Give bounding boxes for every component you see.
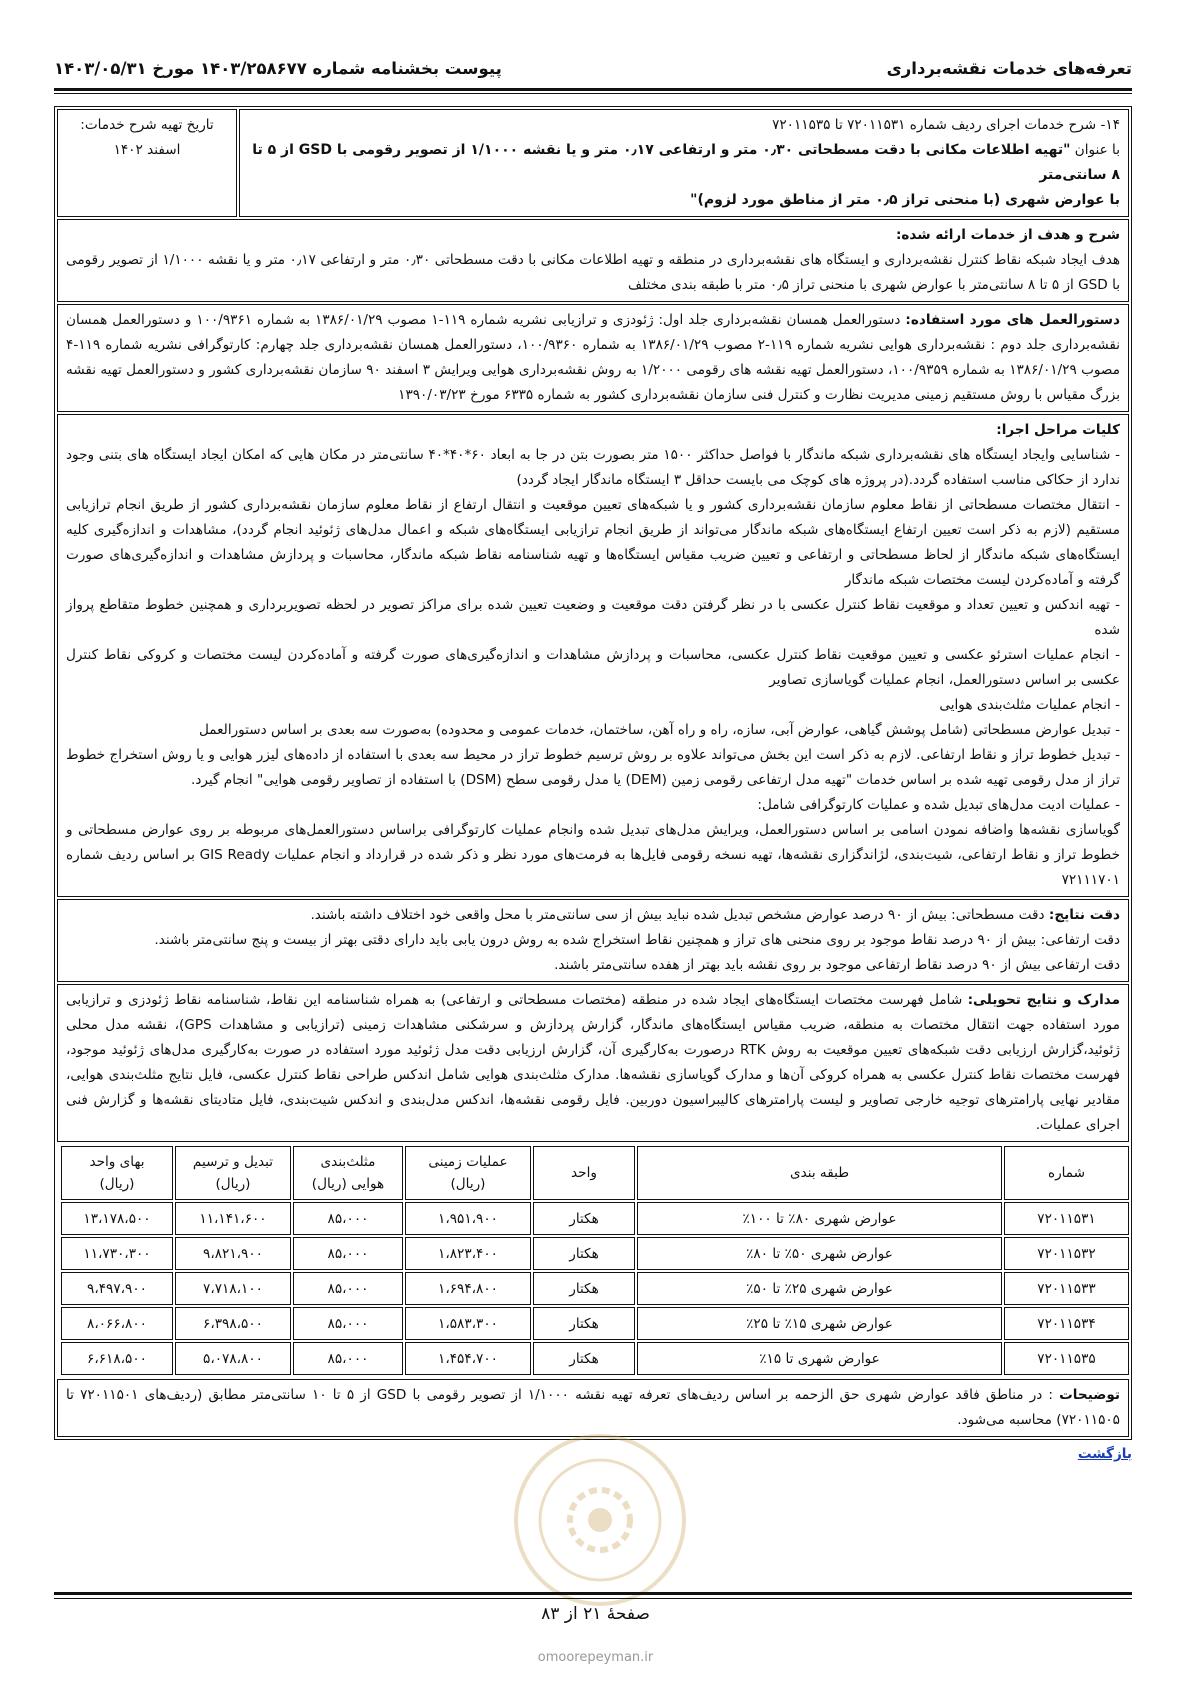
cell-number: ۷۲۰۱۱۵۳۱ xyxy=(1004,1202,1129,1235)
step-item: - انجام عملیات استرئو عکسی و تعیین موقعیت نقاط کنترل عکسی، محاسبات و پردازش مشاهدات و اندازه‌گیری‌های صورت گرفته و آماده‌کردن لیست مختصات و کروکی نقاط کنترل عکسی بر اساس دستورالعمل، انجام عملیات گویاسازی تصاویر xyxy=(66,647,1120,688)
cell-ground: ۱،۸۲۳،۴۰۰ xyxy=(405,1237,531,1270)
back-link[interactable]: بازگشت xyxy=(1077,1446,1132,1462)
header-circular-ref: پیوست بخشنامه شماره ۱۴۰۳/۲۵۸۶۷۷ مورخ ۱۴۰۳/۰۵/۳۱ xyxy=(54,58,502,78)
cell-triang: ۸۵،۰۰۰ xyxy=(293,1237,403,1270)
standards-heading: دستورالعمل های مورد استفاده: xyxy=(905,312,1120,328)
col-convert xyxy=(175,1146,291,1200)
col-convert-l1: تبدیل و ترسیم xyxy=(192,1154,274,1170)
footer-rule-thin xyxy=(54,1598,1132,1599)
step-item: - تهیه اندکس و تعیین تعداد و موقعیت نقاط کنترل عکسی با در نظر گرفتن دقت موقعیت و وضعیت تعیین شده برای مراکز تصویر در لحظه تصویربرداری و همچنین خطوط متقاطع پرواز شده xyxy=(66,597,1120,638)
cell-class: عوارض شهری ۱۵٪ تا ۲۵٪ xyxy=(637,1307,1002,1340)
cell-convert: ۵،۰۷۸،۸۰۰ xyxy=(175,1342,291,1375)
deliverables-section xyxy=(57,984,1129,1142)
col-price xyxy=(61,1146,173,1200)
cell-triang: ۸۵،۰۰۰ xyxy=(293,1307,403,1340)
deliverables-heading: مدارک و نتایج تحویلی: xyxy=(967,992,1121,1008)
cell-class: عوارض شهری ۲۵٪ تا ۵۰٪ xyxy=(637,1272,1002,1305)
cell-price: ۱۱،۷۳۰،۳۰۰ xyxy=(61,1237,173,1270)
step-item: - تبدیل عوارض مسطحاتی (شامل پوشش گیاهی، عوارض آبی، سازه، راه و راه آهن، ساختمان، خدمات عمومی و محدوده) به‌صورت سه بعدی بر اساس دستورالعمل xyxy=(198,722,1120,738)
site-watermark[interactable]: omoorepeyman.ir xyxy=(537,1650,654,1665)
cell-unit: هکتار xyxy=(533,1272,635,1305)
col-price-l2: (ریال) xyxy=(99,1176,135,1192)
cell-class: عوارض شهری ۸۰٪ تا ۱۰۰٪ xyxy=(637,1202,1002,1235)
cell-unit: هکتار xyxy=(533,1202,635,1235)
service-row-range: ۱۴- شرح خدمات اجرای ردیف شماره ۷۲۰۱۱۵۳۱ تا ۷۲۰۱۱۵۳۵ xyxy=(772,117,1120,133)
cell-convert: ۹،۸۲۱،۹۰۰ xyxy=(175,1237,291,1270)
table-header-row xyxy=(61,1146,1129,1200)
cell-class: عوارض شهری تا ۱۵٪ xyxy=(637,1342,1002,1375)
cell-price: ۹،۴۹۷،۹۰۰ xyxy=(61,1272,173,1305)
service-title-row xyxy=(57,109,1129,217)
cell-price: ۶،۶۱۸،۵۰۰ xyxy=(61,1342,173,1375)
service-title-box xyxy=(239,109,1129,217)
cell-ground: ۱،۹۵۱،۹۰۰ xyxy=(405,1202,531,1235)
service-date-value: اسفند ۱۴۰۲ xyxy=(113,142,181,158)
cell-class: عوارض شهری ۵۰٪ تا ۸۰٪ xyxy=(637,1237,1002,1270)
notes-text: : در مناطق فاقد عوارض شهری حق الزحمه بر اساس ردیف‌های تعرفه تهیه نقشه ۱/۱۰۰۰ از تصویر رقومی با GSD از ۵ تا ۱۰ سانتی‌متر مطابق (ردیف‌های ۷۲۰۱۱۵۰۱ تا ۷۲۰۱۱۵۰۵) محاسبه می‌شود. xyxy=(66,1387,1120,1428)
table-row xyxy=(61,1202,1129,1235)
cell-convert: ۶،۳۹۸،۵۰۰ xyxy=(175,1307,291,1340)
cell-price: ۱۳،۱۷۸،۵۰۰ xyxy=(61,1202,173,1235)
cell-price: ۸،۰۶۶،۸۰۰ xyxy=(61,1307,173,1340)
cell-number: ۷۲۰۱۱۵۳۲ xyxy=(1004,1237,1129,1270)
footer-rule xyxy=(54,1592,1132,1595)
col-price-l1: بهای واحد xyxy=(89,1154,145,1170)
standards-text: دستورالعمل همسان نقشه‌برداری جلد اول: ژئودزی و ترازیابی نشریه شماره ۱۱۹-۱ مصوب ۱۳۸۶/۰۱/۲۹ به شماره ۱۰۰/۹۳۶۱ و دستورالعمل همسان نقشه‌برداری جلد دوم : نقشه‌برداری هوایی نشریه شماره ۱۱۹-۲ مصوب ۱۳۸۶/۰۱/۲۹ به شماره ۱۰۰/۹۳۶۰، دستورالعمل همسان نقشه‌برداری جلد چهارم: کارتوگرافی نشریه شماره ۱۱۹-۴ مصوب ۱۳۸۶/۰۱/۲۹ به شماره ۱۰۰/۹۳۵۹، دستورالعمل تهیه نقشه های رقومی ۱/۲۰۰۰ به روش نقشه‌برداری هوایی ویرایش ۳ اسفند ۹۰ سازمان نقشه‌برداری کشور و دستورالعمل تهیه نقشه بزرگ مقیاس با روش مستقیم زمینی مدیریت نظارت و کنترل فنی سازمان نقشه‌برداری کشور به شماره ۶۳۳۵ مورخ ۱۳۹۰/۰۳/۲۳ xyxy=(66,312,1120,403)
table-row xyxy=(61,1307,1129,1340)
step-item: - انجام عملیات مثلث‌بندی هوایی xyxy=(939,697,1120,713)
col-ground-l2: (ریال) xyxy=(450,1176,486,1192)
service-title xyxy=(248,138,1120,188)
step-item: - انتقال مختصات مسطحاتی از نقاط معلوم سازمان نقشه‌برداری کشور و یا شبکه‌های تعیین موقعیت و انتقال ارتفاع از نقاط معلوم سازمان نقشه‌برداری کشور از طریق انجام ترازیابی مستقیم (لازم به ذکر است تعیین ارتفاع ایستگاه‌های شبکه ماندگار می‌تواند از طریق انجام ترازیابی ایستگاه‌های شبکه و اعمال مدل‌های ژئوئید انجام گردد)، مشاهدات و اندازه‌گیری کلیه ایستگاه‌های شبکه ماندگار از لحاظ مسطحاتی و ارتفاعی و تعیین ضریب مقیاس ایستگاه‌ها و تهیه شناسنامه نقاط شبکه ماندگار، محاسبات و پردازش مشاهدات و اندازه‌گیری‌های صورت گرفته و آماده‌کردن لیست مختصات شبکه ماندگار xyxy=(66,497,1120,588)
header-rule-thin xyxy=(54,93,1132,94)
step-item: گویاسازی نقشه‌ها واضافه نمودن اسامی بر اساس دستورالعمل، ویرایش مدل‌های تبدیل شده وانجام عملیات کارتوگرافی براساس دستورالعمل‌های مربوطه بر روی عوارض مسطحاتی و خطوط تراز و نقاط ارتفاعی، شیت‌بندی، لژاندگزاری نقشه‌ها، تهیه نسخه رقومی فایل‌ها به فرمت‌های مورد نظر و ذکر شده در قرارداد و انجام عملیات GIS Ready بر اساس ردیف شماره ۷۲۱۱۱۷۰۱ xyxy=(66,822,1120,888)
header-rule xyxy=(54,88,1132,91)
cell-number: ۷۲۰۱۱۵۳۳ xyxy=(1004,1272,1129,1305)
cell-ground: ۱،۶۹۴،۸۰۰ xyxy=(405,1272,531,1305)
goal-text: هدف ایجاد شبکه نقاط کنترل نقشه‌برداری و ایستگاه های نقشه‌برداری در منطقه و تهیه اطلاعات مکانی با دقت مسطحاتی ۰٫۳۰ متر و ارتفاعی ۰٫۱۷ متر و یا نقشه ۱/۱۰۰۰ از تصویر رقومی با GSD از ۵ تا ۸ سانتی‌متر با عوارض شهری با منحنی تراز ۰٫۵ متر با طبقه بندی مختلف xyxy=(66,252,1120,293)
cell-unit: هکتار xyxy=(533,1307,635,1340)
steps-section xyxy=(57,414,1129,897)
page-header xyxy=(54,50,1132,86)
col-convert-l2: (ریال) xyxy=(215,1176,251,1192)
step-item: - شناسایی وایجاد ایستگاه های نقشه‌برداری شبکه ماندگار با فواصل حداکثر ۱۵۰۰ متر بصورت بتن در جا به ابعاد ۶۰*۴۰*۴۰ سانتی‌متر در مکان هایی که امکان ایجاد ایستگاه های بتنی وجود ندارد از حکاکی مناسب استفاده گردد.(در پروژه های کوچک می بایست حداقل ۳ ایستگاه ماندگار ایجاد گردد) xyxy=(66,447,1120,488)
goal-section xyxy=(57,219,1129,302)
notes-section xyxy=(57,1379,1129,1437)
accuracy-heading: دقت نتایج: xyxy=(1048,907,1120,923)
accuracy-spot-height: دقت ارتفاعی بیش از ۹۰ درصد نقاط ارتفاعی موجود بر روی نقشه باید بهتر از هفده سانتی‌متر باشند. xyxy=(554,957,1120,973)
col-ground-l1: عملیات زمینی xyxy=(428,1154,508,1170)
accuracy-section xyxy=(57,899,1129,982)
cell-number: ۷۲۰۱۱۵۳۵ xyxy=(1004,1342,1129,1375)
page xyxy=(54,50,1132,1462)
accuracy-height: دقت ارتفاعی: بیش از ۹۰ درصد نقاط موجود بر روی منحنی های تراز و همچنین نقاط استخراج شده به روش درون یابی باید دارای دقتی بهتر از بیست و پنج سانتی‌متر باشند. xyxy=(154,932,1120,948)
cell-triang: ۸۵،۰۰۰ xyxy=(293,1202,403,1235)
accuracy-planimetric: دقت مسطحاتی: بیش از ۹۰ درصد عوارض مشخص تبدیل شده نباید بیش از سی سانتی‌متر با محل واقعی خود اختلاف داشته باشند. xyxy=(310,907,1049,923)
seal-watermark-icon xyxy=(510,1430,690,1610)
cell-unit: هکتار xyxy=(533,1342,635,1375)
table-row xyxy=(61,1237,1129,1270)
deliverables-text: شامل فهرست مختصات ایستگاه‌های ایجاد شده در منطقه (مختصات مسطحاتی و ارتفاعی) به همراه شناسنامه این نقاط، شناسنامه نقاط ژئودزی و ترازیابی مورد استفاده جهت انتقال مختصات به منطقه، ضریب مقیاس ایستگاه‌های ماندگار، گزارش پردازش و سرشکنی مشاهدات زمینی (ترازیابی و مشاهدات GPS)، نقشه مدل محلی ژئوئید،گزارش ارزیابی دقت شبکه‌های تعیین موقعیت به روش RTK درصورت به‌کارگیری آن، گزارش ارزیابی دقت مدل ژئوئید مورد استفاده در صورت به‌کارگیری مدل‌های ژئوئید موجود، فهرست مختصات نقاط کنترل عکسی به همراه کروکی آن‌ها و مدارک گویاسازی نقشه‌ها. مدارک مثلث‌بندی هوایی شامل اندکس طراحی نقاط کنترل عکسی، فایل نتایج مثلث‌بندی هوایی، مقادیر نهایی پارامترهای توجیه خارجی تصاویر و لیست پارامترهای کالیبراسیون دوربین. فایل رقومی نقشه‌ها، اندکس مدل‌بندی و اندکس شیت‌بندی، فایل متادیتای نقشه‌ها و گزارش فنی اجرای عملیات. xyxy=(66,992,1120,1133)
cell-triang: ۸۵،۰۰۰ xyxy=(293,1272,403,1305)
col-unit: واحد xyxy=(533,1146,635,1200)
table-row xyxy=(61,1272,1129,1305)
page-number: صفحهٔ ۲۱ از ۸۳ xyxy=(541,1604,650,1624)
col-number: شماره xyxy=(1004,1146,1129,1200)
service-title-cont: با عوارض شهری (با منحنی تراز ۰٫۵ متر از مناطق مورد لزوم)" xyxy=(690,192,1120,208)
col-triang xyxy=(293,1146,403,1200)
col-triang-l1: مثلث‌بندی xyxy=(320,1154,376,1170)
content-frame xyxy=(54,106,1132,1440)
step-item: - تبدیل خطوط تراز و نقاط ارتفاعی. لازم به ذکر است این بخش می‌تواند علاوه بر روش ترسیم خطوط تراز در محیط سه بعدی با استفاده از داده‌های لیزر هوایی و یا روش استخراج خطوط تراز از مدل رقومی تهیه شده بر اساس خدمات "تهیه مدل ارتفاعی رقومی زمین (DEM) یا مدل رقومی سطح (DSM) با استفاده از تصاویر رقومی هوایی" انجام گیرد. xyxy=(66,747,1120,788)
col-class: طبقه بندی xyxy=(637,1146,1002,1200)
cell-triang: ۸۵،۰۰۰ xyxy=(293,1342,403,1375)
col-triang-l2: هوایی (ریال) xyxy=(311,1176,385,1192)
cell-unit: هکتار xyxy=(533,1237,635,1270)
cell-convert: ۱۱،۱۴۱،۶۰۰ xyxy=(175,1202,291,1235)
cell-number: ۷۲۰۱۱۵۳۴ xyxy=(1004,1307,1129,1340)
service-date-label: تاریخ تهیه شرح خدمات: xyxy=(80,117,214,133)
service-title-prefix: با عنوان xyxy=(1070,142,1120,158)
step-item: - عملیات ادیت مدل‌های تبدیل شده و عملیات کارتوگرافی شامل: xyxy=(757,797,1120,813)
header-doc-title: تعرفه‌های خدمات نقشه‌برداری xyxy=(886,58,1132,78)
goal-heading: شرح و هدف از خدمات ارائه شده: xyxy=(895,227,1120,243)
notes-heading: توضیحات xyxy=(1059,1387,1121,1403)
cell-ground: ۱،۴۵۴،۷۰۰ xyxy=(405,1342,531,1375)
rates-table xyxy=(59,1144,1131,1377)
cell-ground: ۱،۵۸۳،۳۰۰ xyxy=(405,1307,531,1340)
steps-heading: کلیات مراحل اجرا: xyxy=(996,422,1120,438)
service-title-bold: "تهیه اطلاعات مکانی با دقت مسطحاتی ۰٫۳۰ متر و ارتفاعی ۰٫۱۷ متر و یا نقشه ۱/۱۰۰۰ از تصویر رقومی با GSD از ۵ تا ۸ سانتی‌متر xyxy=(252,142,1120,183)
cell-convert: ۷،۷۱۸،۱۰۰ xyxy=(175,1272,291,1305)
standards-section xyxy=(57,304,1129,412)
service-date-box xyxy=(57,109,237,217)
table-row xyxy=(61,1342,1129,1375)
col-ground xyxy=(405,1146,531,1200)
accuracy-line xyxy=(66,903,1120,928)
